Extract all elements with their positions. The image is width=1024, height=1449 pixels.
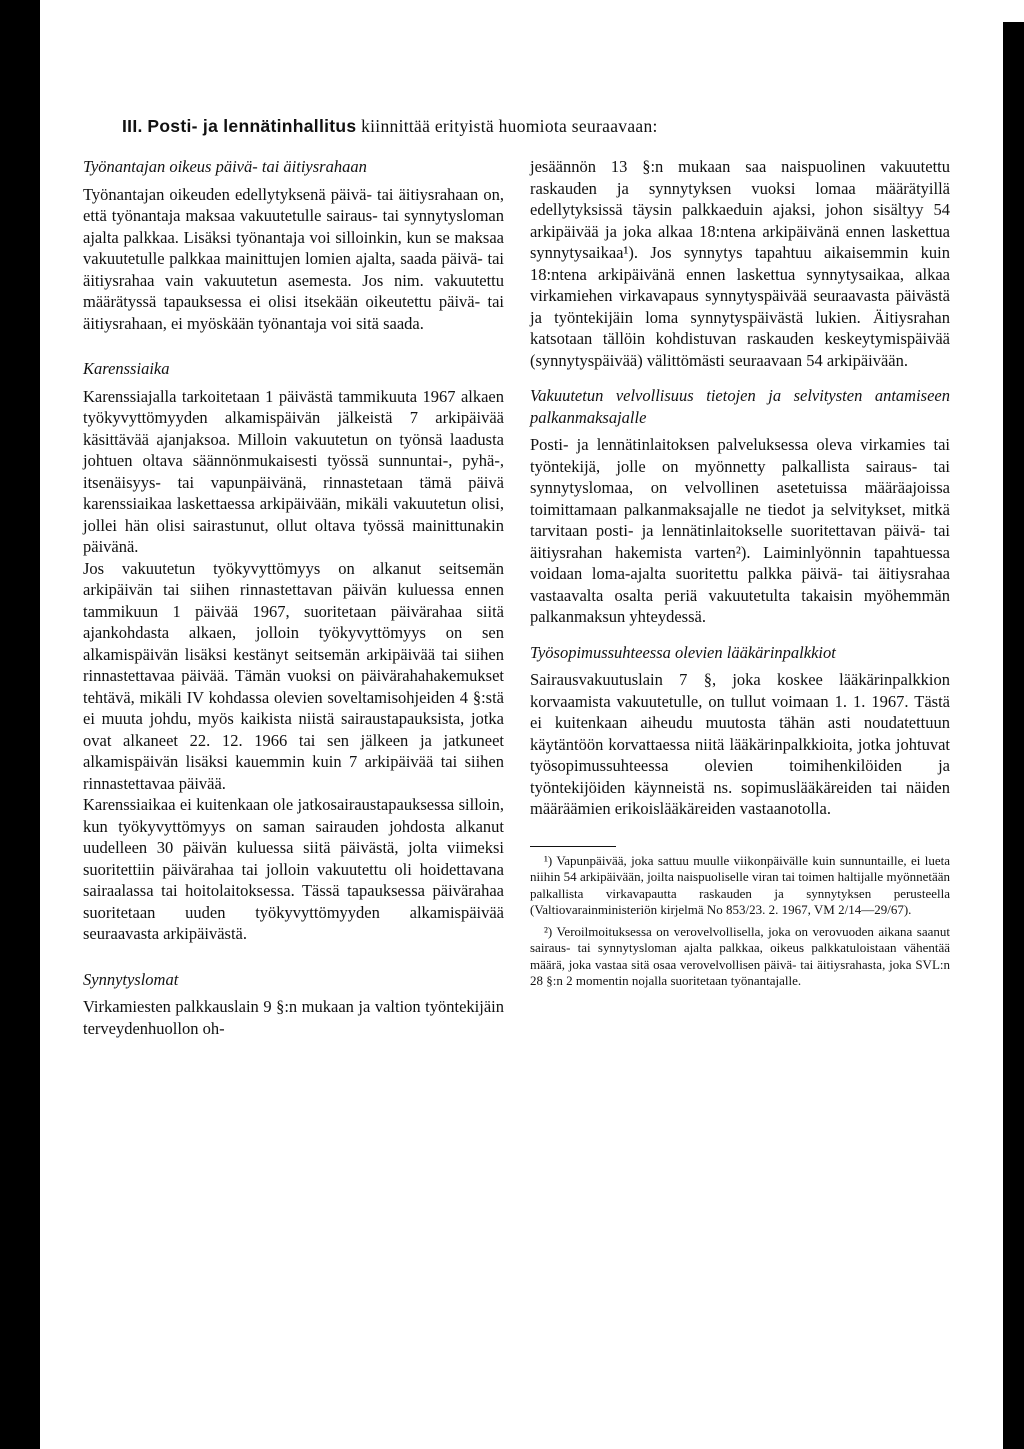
footnote: ²) Veroilmoituksessa on verovelvollisella, joka on verovuoden aikana saanut sairaus- tai synnytysloman ajalta palkkaa, oikeus palkkatuloistaan vähentää määrä, joka vastaa sitä osaa verovelvollisen päivä- tai äitiysrahasta, joka SVL:n 28 §:n 2 momentin nojalla suoritetaan työnantajalle. xyxy=(530,923,950,988)
section-heading xyxy=(122,114,922,138)
right-column xyxy=(530,156,950,995)
heading-rest-text: kiinnittää erityistä huomiota seuraavaan: xyxy=(356,116,658,136)
section-waiting-period xyxy=(83,358,504,945)
section-insured-duty xyxy=(530,385,950,628)
section-title: Työnantajan oikeus päivä- tai äitiysrahaan xyxy=(83,157,367,176)
paragraph: Sairausvakuutuslain 7 §, joka koskee lääkärinpalkkion korvaamista vakuutetulle, on tullut voimaan 1. 1. 1967. Tästä ei kuitenkaan aiheudu muutosta tähän asti noudatettuun käytäntöön korvattaessa niitä lääkärinpalkkioita, jotka johtuvat työsopimussuhteessa olevien toimihenkilöiden ja työntekijöiden käynneistä ns. sopimuslääkäreiden tai näiden määräämien erikoislääkäreiden vastaanotolla. xyxy=(530,670,950,818)
section-employer-right xyxy=(83,156,504,334)
section-number: III. xyxy=(122,116,143,136)
paragraph: Posti- ja lennätinlaitoksen palveluksessa oleva virkamies tai työntekijä, jolle on myönnetty palkallista sairaus- tai synnytyslomaa, on velvollinen asetetuissa määräajoissa toimittamaan palkanmaksajalle ne tiedot ja selvitykset, mitkä tarvitaan posti- ja lennätinlaitokselle suoritettavan päivä- tai äitiysrahan hakemista varten²). Laiminlyönnin tapahtuessa voidaan loma-ajalta suoritettu palkka päivä- tai äitiysrahaa vastaavalta osalta periä vakuutetulta takaisin myöhemmän palkanmaksun yhteydessä. xyxy=(530,435,950,626)
section-title: Karenssiaika xyxy=(83,359,170,378)
section-doctor-fees xyxy=(530,642,950,820)
footnotes xyxy=(530,846,950,990)
paragraph: Työnantajan oikeuden edellytyksenä päivä- tai äitiysrahaan on, että työnantaja maksaa vakuutetulle sairaus- tai synnytysloman ajalta palkkaa. Lisäksi työnantaja voi silloinkin, kun se maksaa vakuutetulle palkkaa mainittujen lomien ajalta, saada päivä- tai äitiysrahaa vain vakuutetun asemesta. Jos nim. vakuutettu määrätyssä tapauksessa ei olisi itsekään oikeutettu päivä- tai äitiysrahaan, ei myöskään työnantaja voi sitä saada. xyxy=(83,184,504,333)
paragraph: Karenssiajalla tarkoitetaan 1 päivästä tammikuuta 1967 alkaen työkyvyttömyyden alkamispäivän jälkeistä 7 arkipäivää käsittävää ajanjaksoa. Milloin vakuutetun on työnsä laadusta johtuen oltava säännönmukaisesti työssä sunnuntai-, pyhä-, itsenäisyys- tai vapunpäivänä, rinnastetaan tämä päivä karenssiaikaa laskettaessa arkipäivään, mikäli vakuutetun olisi, jollei hän olisi sairastunut, ollut oltava työssä mainittunakin päivänä. xyxy=(83,386,504,556)
paragraph: Jos vakuutetun työkyvyttömyys on alkanut seitsemän arkipäivän tai siihen rinnastettavan päivän kuluessa ennen tammikuun 1 päivää 1967, suoritetaan päivärahaa siitä ajankohdasta alkaen, jolloin työkyvyttömyys on sen alkamispäivän lisäksi kestänyt seitsemän arkipäivää tai siihen rinnastettavaa päivää. Tämän vuoksi on päivärahahakemukset tehtävä, mikäli IV kohdassa olevien soveltamisohjeiden 4 §:stä ei muuta johdu, myös kaikista niistä sairaustapauksista, jotka ovat alkaneet 22. 12. 1966 tai sen jälkeen ja jatkuneet alkamispäivän lisäksi kauemmin kuin 7 arkipäivää tai siihen rinnastettavaa päivää. xyxy=(83,558,504,793)
footnote-rule xyxy=(530,846,616,847)
paragraph: jesäännön 13 §:n mukaan saa naispuolinen vakuutettu raskauden ja synnytyksen vuoksi lomaa määrätyillä edellytyksissä täysin palkkaeduin ajaksi, johon sisältyy 54 arkipäivää ja joka alkaa 18:ntena arkipäivänä ennen laskettua synnytysaikaa¹). Jos synnytys tapahtuu aikaisemmin kuin 18:ntena arkipäivänä ennen laskettua synnytysaikaa, alkaa virkamiehen virkavapaus synnytyspäivää seuraavasta päivästä ja työntekijäin loma synnytyspäivästä lukien. Äitiysrahan katsotaan tällöin kohdistuvan raskauden keskeytymispäivää (synnytyspäivää) välittömästi seuraavaan 54 arkipäivään. xyxy=(530,157,950,370)
left-column xyxy=(83,156,504,1039)
section-title: Työsopimussuhteessa olevien lääkärinpalkkiot xyxy=(530,642,836,662)
scan-border-right xyxy=(1003,22,1024,1449)
section-continuation xyxy=(530,156,950,371)
scan-border-left xyxy=(0,0,40,1449)
section-maternity-leave xyxy=(83,969,504,1040)
section-title: Vakuutetun velvollisuus tietojen ja selvitysten antamiseen palkanmaksajalle xyxy=(530,386,950,427)
section-title: Synnytyslomat xyxy=(83,969,179,989)
paragraph: Virkamiesten palkkauslain 9 §:n mukaan ja valtion työntekijäin terveydenhuollon oh- xyxy=(83,997,504,1038)
paragraph: Karenssiaikaa ei kuitenkaan ole jatkosairaustapauksessa silloin, kun työkyvyttömyys on saman sairauden johdosta alkanut uudelleen 30 päivän kuluessa siitä päivästä, jolta viimeksi suoritettiin päivärahaa tai jolloin vakuutettu oli hoidettavana sairaalassa tai hoitolaitoksessa. Tässä tapauksessa päivärahaa suoritetaan uuden työkyvyttömyyden alkamispäivää seuraavasta arkipäivästä. xyxy=(83,795,504,943)
footnote: ¹) Vapunpäivää, joka sattuu muulle viikonpäivälle kuin sunnuntaille, ei lueta niihin 54 arkipäivään, joilta naispuoliselle viran tai toimen haltijalle myönnetään palkallista virkavapautta raskauden ja synnytyksen perusteella (Valtiovarainministeriön kirjelmä No 853/23. 2. 1967, VM 2/14—29/67). xyxy=(530,852,950,917)
heading-bold-text: Posti- ja lennätinhallitus xyxy=(147,116,357,136)
